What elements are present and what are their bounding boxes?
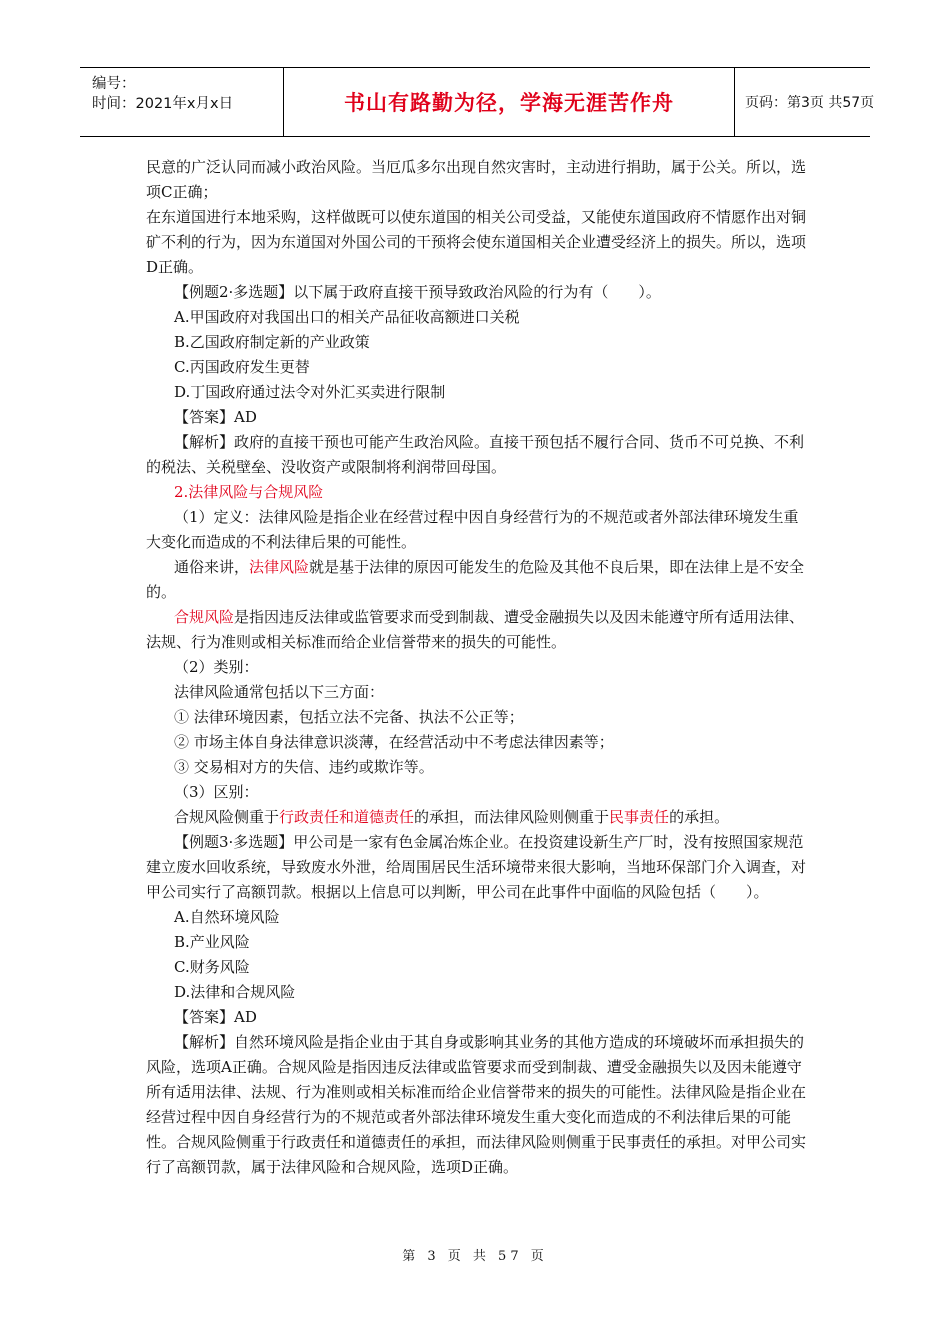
paragraph: 民意的广泛认同而减小政治风险。当厄瓜多尔出现自然灾害时，主动进行捐助，属于公关。所以，选项C正确； <box>146 158 807 201</box>
list-item: ③ 交易相对方的失信、违约或欺诈等。 <box>174 758 434 776</box>
definition: （1）定义：法律风险是指企业在经营过程中因自身经营行为的不规范或者外部法律环境发生重大变化而造成的不利法律后果的可能性。 <box>146 508 799 551</box>
highlight-term: 合规风险 <box>174 608 235 626</box>
date-label: 时间：2021年x月x日 <box>92 96 234 112</box>
document-body <box>146 155 806 1180</box>
analysis: 【解析】自然环境风险是指企业由于其自身或影响其业务的其他方造成的环境破坏而承担损失的风险，选项A正确。合规风险是指因违反法律或监管要求而受到制裁、遭受金融损失以及因未能遵守所有适用法律、法规、行为准则或相关标准而给企业信誉带来的损失的可能性。法律风险是指企业在经营过程中因自身经营行为的不规范或者外部法律环境发生重大变化而造成的不利法律后果的可能性。合规风险侧重于行政责任和道德责任的承担，而法律风险则侧重于民事责任的承担。对甲公司实行了高额罚款，属于法律风险和合规风险，选项D正确。 <box>146 1033 807 1176</box>
option-a: A.自然环境风险 <box>174 908 280 926</box>
answer: 【答案】AD <box>174 408 257 426</box>
option-b: B.乙国政府制定新的产业政策 <box>174 333 370 351</box>
text-run: 合规风险侧重于 <box>174 808 280 826</box>
serial-label: 编号： <box>92 76 136 92</box>
header-page-info: 页码：第3页 共57页 <box>745 95 875 111</box>
list-item: ① 法律环境因素，包括立法不完备、执法不公正等； <box>174 708 524 726</box>
analysis: 【解析】政府的直接干预也可能产生政治风险。直接干预包括不履行合同、货币不可兑换、不利的税法、关税壁垒、没收资产或限制将利润带回母国。 <box>146 433 805 476</box>
subheading: （3）区别： <box>174 783 259 801</box>
option-d: D.丁国政府通过法令对外汇买卖进行限制 <box>174 383 446 401</box>
paragraph: 法律风险通常包括以下三方面： <box>174 683 385 701</box>
highlight-term: 行政责任和道德责任 <box>279 808 415 826</box>
option-b: B.产业风险 <box>174 933 250 951</box>
option-a: A.甲国政府对我国出口的相关产品征收高额进口关税 <box>174 308 520 326</box>
section-heading: 2.法律风险与合规风险 <box>174 483 324 501</box>
header-motto: 书山有路勤为径，学海无涯苦作舟 <box>284 68 735 136</box>
text-run: 通俗来讲， <box>174 558 250 576</box>
paragraph: 在东道国进行本地采购，这样做既可以使东道国的相关公司受益，又能使东道国政府不情愿作出对铜矿不利的行为，因为东道国对外国公司的干预将会使东道国相关企业遭受经济上的损失。所以，选项D正确。 <box>146 208 807 276</box>
example-question: 【例题2·多选题】以下属于政府直接干预导致政治风险的行为有（ ）。 <box>174 283 661 301</box>
option-c: C.丙国政府发生更替 <box>174 358 310 376</box>
subheading: （2）类别： <box>174 658 259 676</box>
page-header <box>80 67 875 137</box>
option-d: D.法律和合规风险 <box>174 983 296 1001</box>
paragraph <box>146 605 806 655</box>
header-meta <box>80 68 284 136</box>
paragraph <box>146 555 806 605</box>
answer: 【答案】AD <box>174 1008 257 1026</box>
list-item: ② 市场主体自身法律意识淡薄，在经营活动中不考虑法律因素等； <box>174 733 614 751</box>
text-run: 是指因违反法律或监管要求而受到制裁、遭受金融损失以及因未能遵守所有适用法律、法规、行为准则或相关标准而给企业信誉带来的损失的可能性。 <box>146 608 805 651</box>
option-c: C.财务风险 <box>174 958 250 976</box>
text-run: 的承担，而法律风险则侧重于 <box>414 808 610 826</box>
page-footer: 第 3 页 共 57 页 <box>402 1249 548 1264</box>
paragraph <box>146 805 806 830</box>
highlight-term: 民事责任 <box>609 808 670 826</box>
highlight-term: 法律风险 <box>249 558 310 576</box>
text-run: 就是基于法律的原因可能发生的危险及其他不良后果，即在法律上是不安全的。 <box>146 558 805 601</box>
text-run: 的承担。 <box>669 808 730 826</box>
example-question: 【例题3·多选题】甲公司是一家有色金属冶炼企业。在投资建设新生产厂时，没有按照国家规范建立废水回收系统，导致废水外泄，给周围居民生活环境带来很大影响，当地环保部门介入调查，对甲公司实行了高额罚款。根据以上信息可以判断，甲公司在此事件中面临的风险包括（ ）。 <box>146 833 807 901</box>
